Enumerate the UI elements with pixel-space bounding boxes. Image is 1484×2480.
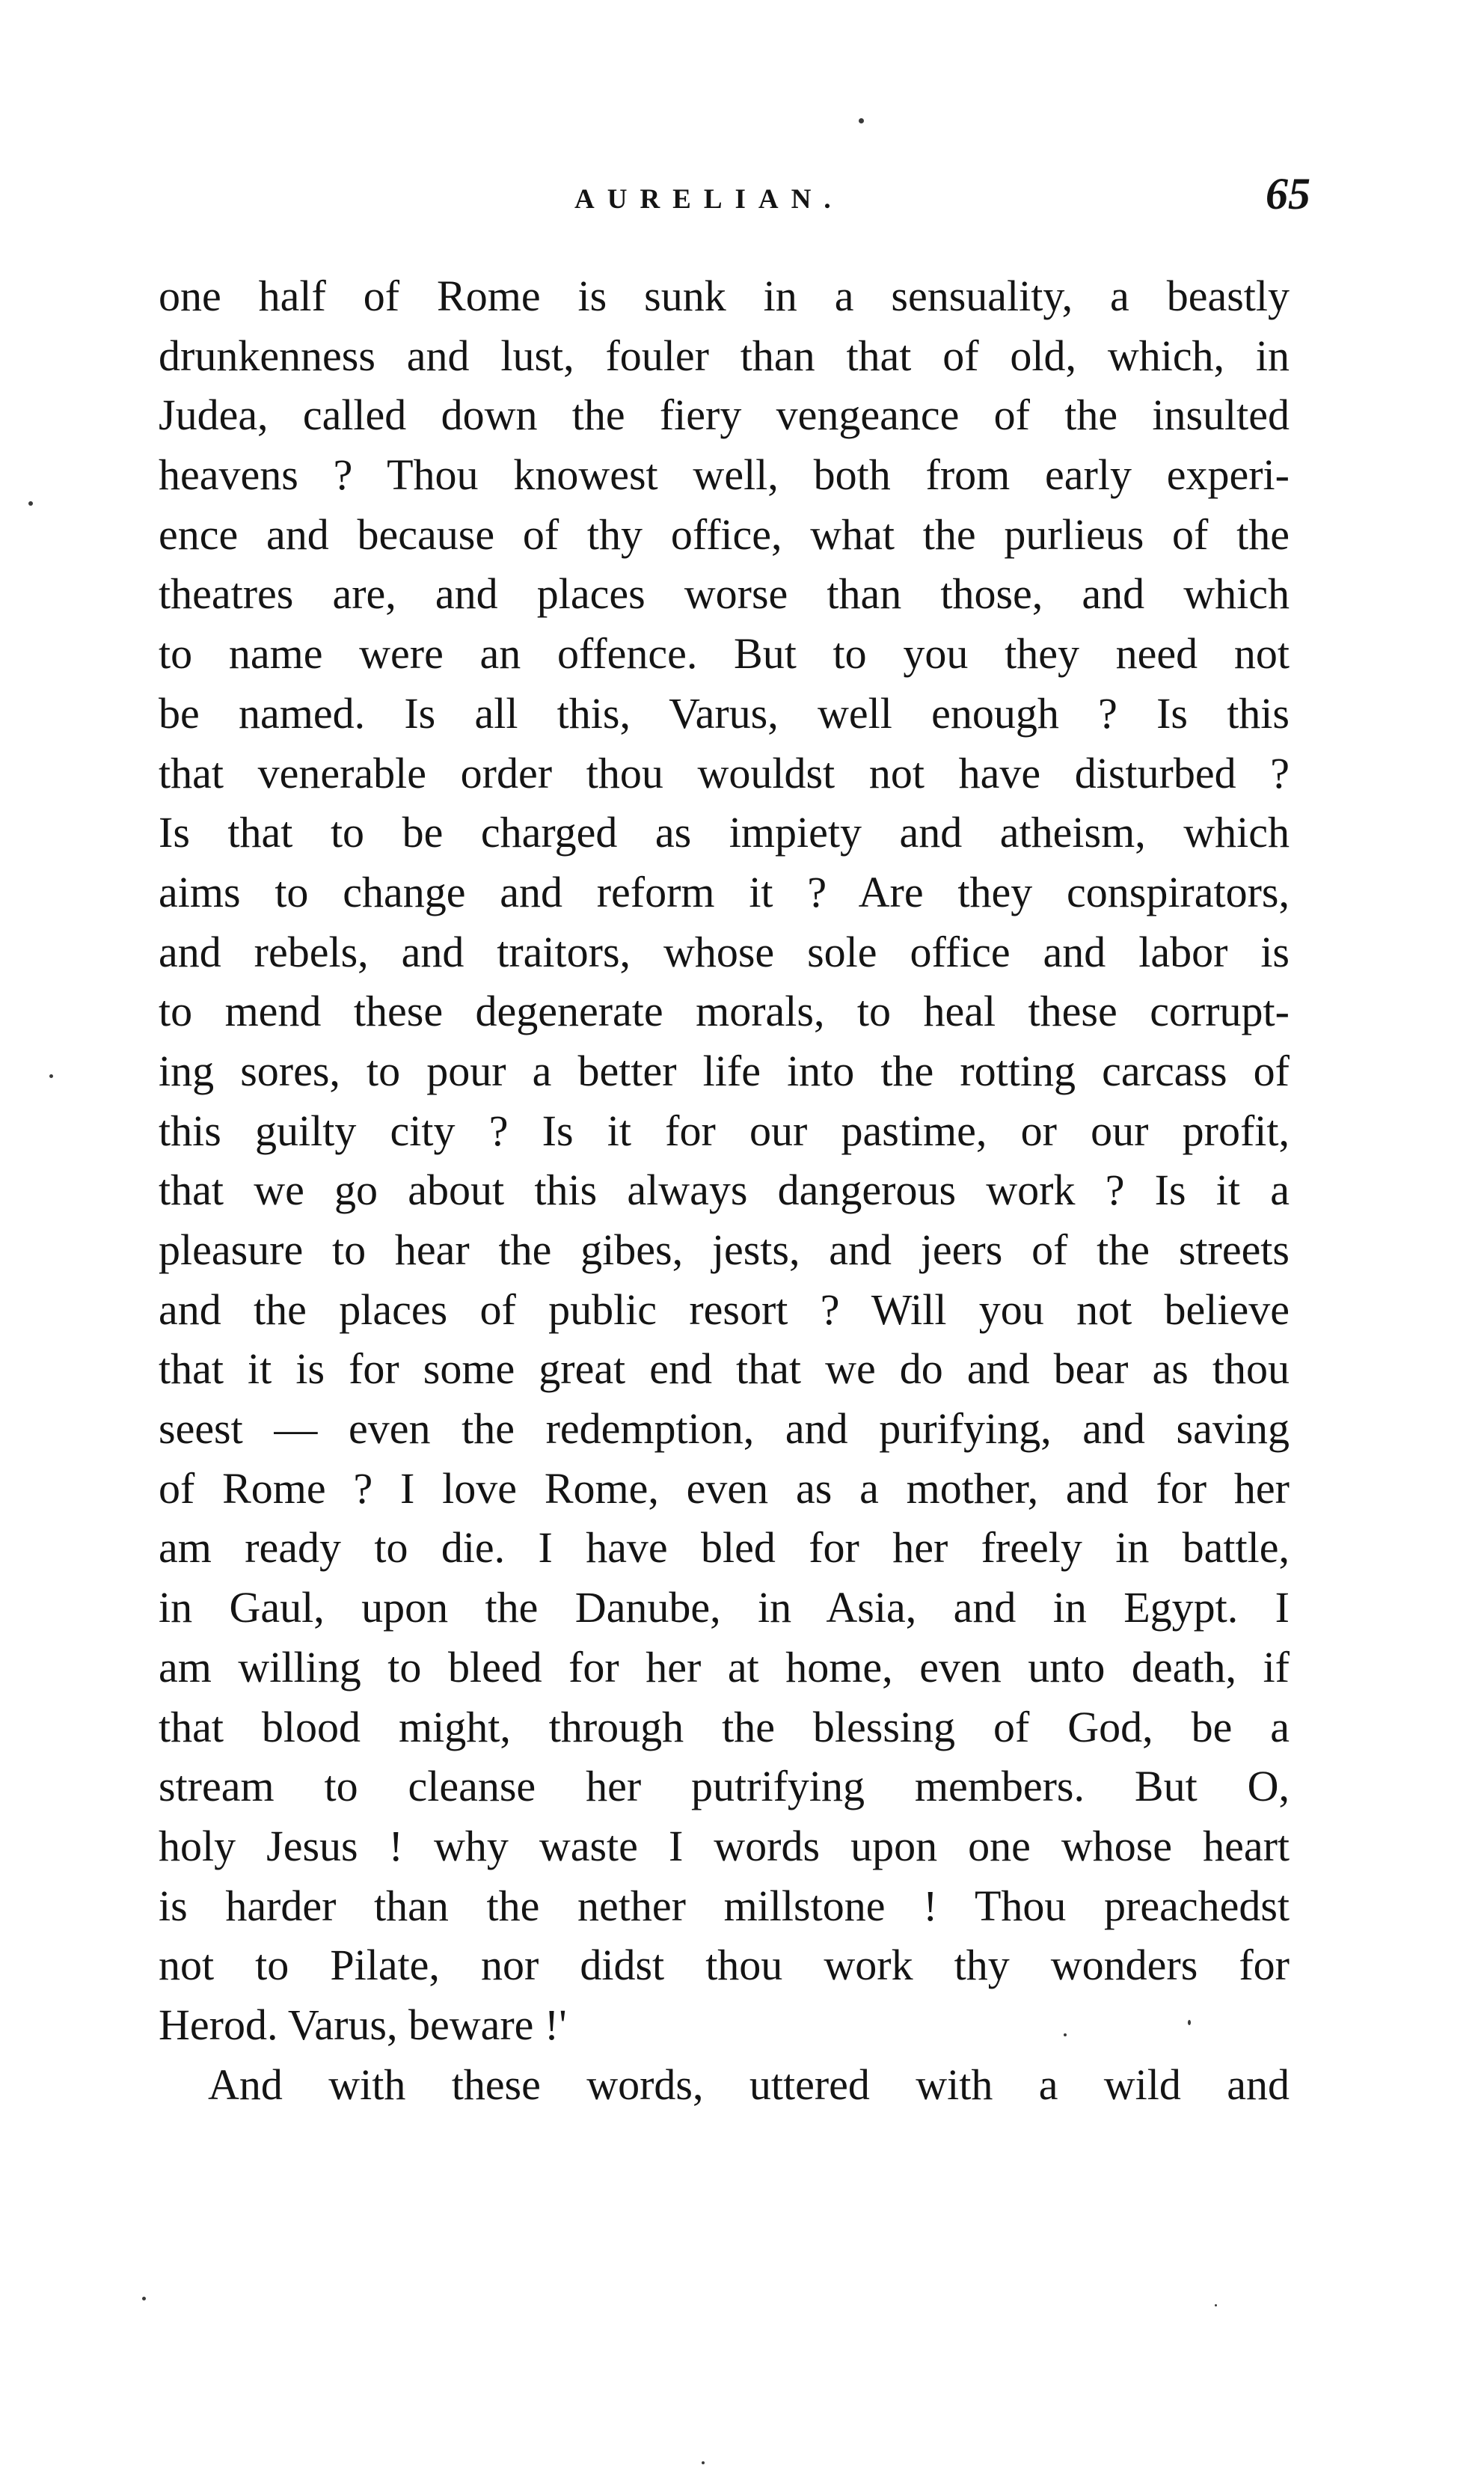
text-line: pleasure to hear the gibes, jests, and jeers of the streets <box>159 1225 1290 1274</box>
text-line: of Rome ? I love Rome, even as a mother, and for her <box>159 1463 1290 1513</box>
scan-speck <box>49 1074 53 1078</box>
text-line: one half of Rome is sunk in a sensuality, a beastly <box>159 272 1290 320</box>
text-line: drunkenness and lust, fouler than that of old, which, in <box>159 331 1290 380</box>
text-line: that venerable order thou wouldst not have disturbed ? <box>159 748 1290 797</box>
paragraph-start-line: And with these words, uttered with a wild and <box>208 2060 1290 2109</box>
text-line: to name were an offence. But to you they need not <box>159 629 1290 679</box>
text-line: this guilty city ? Is it for our pastime, or our profit, <box>159 1106 1290 1155</box>
text-line: theatres are, and places worse than those, and which <box>159 569 1290 619</box>
paragraph-end-line: Herod. Varus, beware !' <box>159 2000 567 2049</box>
text-line: am willing to bleed for her at home, even unto death, if <box>159 1642 1290 1691</box>
text-line: seest — even the redemption, and purifying, and saving <box>159 1404 1290 1454</box>
text-line: holy Jesus ! why waste I words upon one whose heart <box>159 1821 1290 1870</box>
scan-speck <box>1064 2033 1067 2036</box>
text-line: in Gaul, upon the Danube, in Asia, and in Egypt. I <box>159 1583 1290 1632</box>
text-line: that it is for some great end that we do and bear as thou <box>159 1344 1290 1394</box>
text-line: Judea, called down the fiery vengeance of the insulted <box>159 391 1290 440</box>
text-line: to mend these degenerate morals, to heal these corrupt- <box>159 987 1290 1036</box>
page-number: 65 <box>1266 169 1310 218</box>
scan-speck <box>142 2297 146 2300</box>
text-line: heavens ? Thou knowest well, both from early experi- <box>159 450 1290 500</box>
body-text <box>159 266 1290 2114</box>
text-line: is harder than the nether millstone ! Thou preachedst <box>159 1881 1290 1930</box>
text-line: and rebels, and traitors, whose sole office and labor is <box>159 927 1290 976</box>
scan-speck <box>1215 2304 1217 2306</box>
text-line: be named. Is all this, Varus, well enough ? Is this <box>159 688 1290 738</box>
text-line: am ready to die. I have bled for her freely in battle, <box>159 1523 1290 1573</box>
text-line: not to Pilate, nor didst thou work thy wonders for <box>159 1941 1290 1990</box>
scan-speck <box>859 118 864 123</box>
scan-speck <box>702 2461 705 2464</box>
running-title: AURELIAN. <box>574 184 844 215</box>
text-line: and the places of public resort ? Will you not believe <box>159 1285 1290 1334</box>
text-line: ing sores, to pour a better life into the rotting carcass of <box>159 1046 1290 1095</box>
text-line: that we go about this always dangerous work ? Is it a <box>159 1166 1290 1215</box>
scan-speck <box>28 501 33 506</box>
text-line: stream to cleanse her putrifying members. But O, <box>159 1762 1290 1811</box>
text-line: aims to change and reform it ? Are they conspirators, <box>159 867 1290 916</box>
text-line: Is that to be charged as impiety and atheism, which <box>159 808 1290 857</box>
scan-speck <box>1188 2020 1191 2025</box>
text-line: that blood might, through the blessing of God, be a <box>159 1702 1290 1751</box>
text-line: ence and because of thy office, what the purlieus of the <box>159 509 1290 559</box>
